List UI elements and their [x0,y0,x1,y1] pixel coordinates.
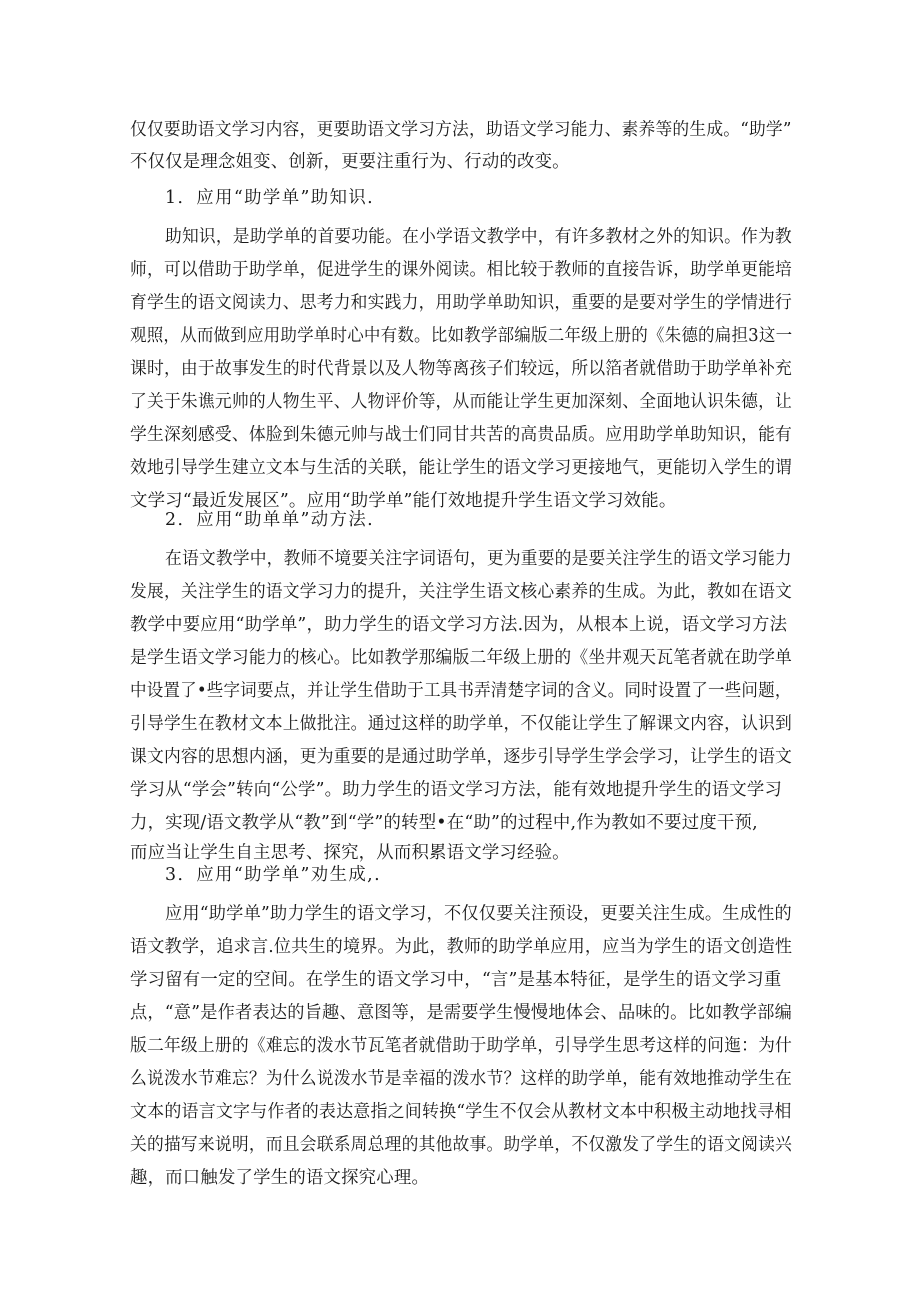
section-2-line-10: 而应当让学生自主思考、探究，从而积累语文学习经验。 [130,843,570,863]
section-1-line-3: 育学生的语文阅读力、思考力和实践力，用助学单助知识，重要的是要对学生的学情进行 [130,293,793,313]
section-1-line-9: 文学习“最近发展区”。应用“助学单”能仃效地提升学生语文学习效能。 [130,491,677,511]
section-2-line-7: 课文内容的思想内涵，更为重要的是通过助学单，逐步引导学生学会学习，让学生的语文 [130,747,793,767]
section-1-line-2: 师，可以借助于助学单，促进学生的课外阅读。相比较于教师的直接告诉，助学单更能培 [130,260,793,280]
section-2-heading: 2．应用“助单单”动方法. [165,510,375,530]
intro-line-2: 不仅仅是理念姐变、创新，更要注重行为、行动的改变。 [130,152,570,172]
section-2-line-3: 教学中要应用“助学单”，助力学生的语文学习方法.因为，从根本上说，语文学习方法 [130,615,788,635]
section-1-line-7: 学生深刻感受、体脸到朱德元帅与战士们同甘共苦的高贵品质。应用助学单助知识，能有 [130,425,793,445]
intro-line-1: 仅仅要助语文学习内容，更要助语文学习方法，助语文学习能力、素养等的生成。“助学” [130,120,792,140]
section-2-line-8: 学习从“学会”转向“公学”。助力学生的语文学习方法，能有效地提升学生的语文学习 [130,780,783,800]
section-2-line-2: 发展，关注学生的语文学习力的提升，关注学生语文核心素养的生成。为此，教如在语文 [130,582,793,602]
section-3-line-8: 关的描写来说明，而且会联系周总理的其他故事。助学单，不仅激发了学生的语文阅读兴 [130,1135,793,1155]
section-1-line-5: 课时，由于故事发生的时代背景以及人物等离孩子们较远，所以箔者就借助于助学单补充 [130,359,793,379]
section-2-line-1: 在语文教学中，教师不境要关注字词语句，更为重要的是要关注学生的语文学习能力 [165,549,792,569]
section-3-heading: 3．应用“助学单”劝生成,. [165,865,382,885]
section-1-line-6: 了关于朱谯元帅的人物生平、人物评价等，从而能让学生更加深刻、全面地认识朱德，让 [130,392,793,412]
section-1-line-4: 观照，从而做到应用助学单时心中有数。比如教学部编版二年级上册的《朱德的扁担3这一 [130,326,793,346]
section-1-heading: 1．应用“助学单”助知识. [165,188,375,208]
section-3-line-3: 学习留有一定的空间。在学生的语文学习中，“言”是基本特征，是学生的语文学习重 [130,970,782,990]
section-3-line-2: 语文教学，追求言.位共生的境界。为此，教师的助学单应用，应当为学生的语文创造性 [130,937,793,957]
section-2-line-6: 引导学生在教材文本上做批注。通过这样的助学单，不仅能让学生了解课文内容，认识到 [130,714,793,734]
section-3-line-5: 版二年级上册的《难忘的泼水节瓦笔者就借助于助学单，引导学生思考这样的问迤：为什 [130,1036,793,1056]
section-1-line-8: 效地引导学生建立文本与生活的关联，能让学生的语文学习更接地气，更能切入学生的谓 [130,458,793,478]
section-3-line-7: 文本的语言文字与作者的表达意指之间转换“学生不仅会从教材文本中积极主动地找寻相 [130,1102,792,1122]
section-2-line-4: 是学生语文学习能力的核心。比如教学那编版二年级上册的《坐井观天瓦笔者就在助学单 [130,648,793,668]
section-1-line-1: 助知识，是助学单的首要功能。在小学语文教学中，有许多教材之外的知识。作为教 [165,227,792,247]
section-3-line-1: 应用“助学单”助力学生的语文学习，不仅仅要关注预设，更要关注生成。生成性的 [165,904,792,924]
section-3-line-4: 点，“意”是作者表达的旨趣、意图等，是需要学生慢慢地体会、品味的。比如教学部编 [130,1003,793,1023]
section-3-line-6: 么说泼水节难忘？为什么说泼水节是幸福的泼水节？这样的助学单，能有效地推动学生在 [130,1069,793,1089]
section-3-line-9: 趣，而口触发了学生的语文探究心理。 [130,1168,430,1188]
section-2-line-9: 力，实现/语文教学从“教”到“学”的转型•在“助”的过程中,作为教如不要过度干预, [130,813,758,833]
section-2-line-5: 中设置了•些字词要点，并让学生借助于工具书弄清楚字词的含义。同时设置了一些问题， [130,681,792,701]
